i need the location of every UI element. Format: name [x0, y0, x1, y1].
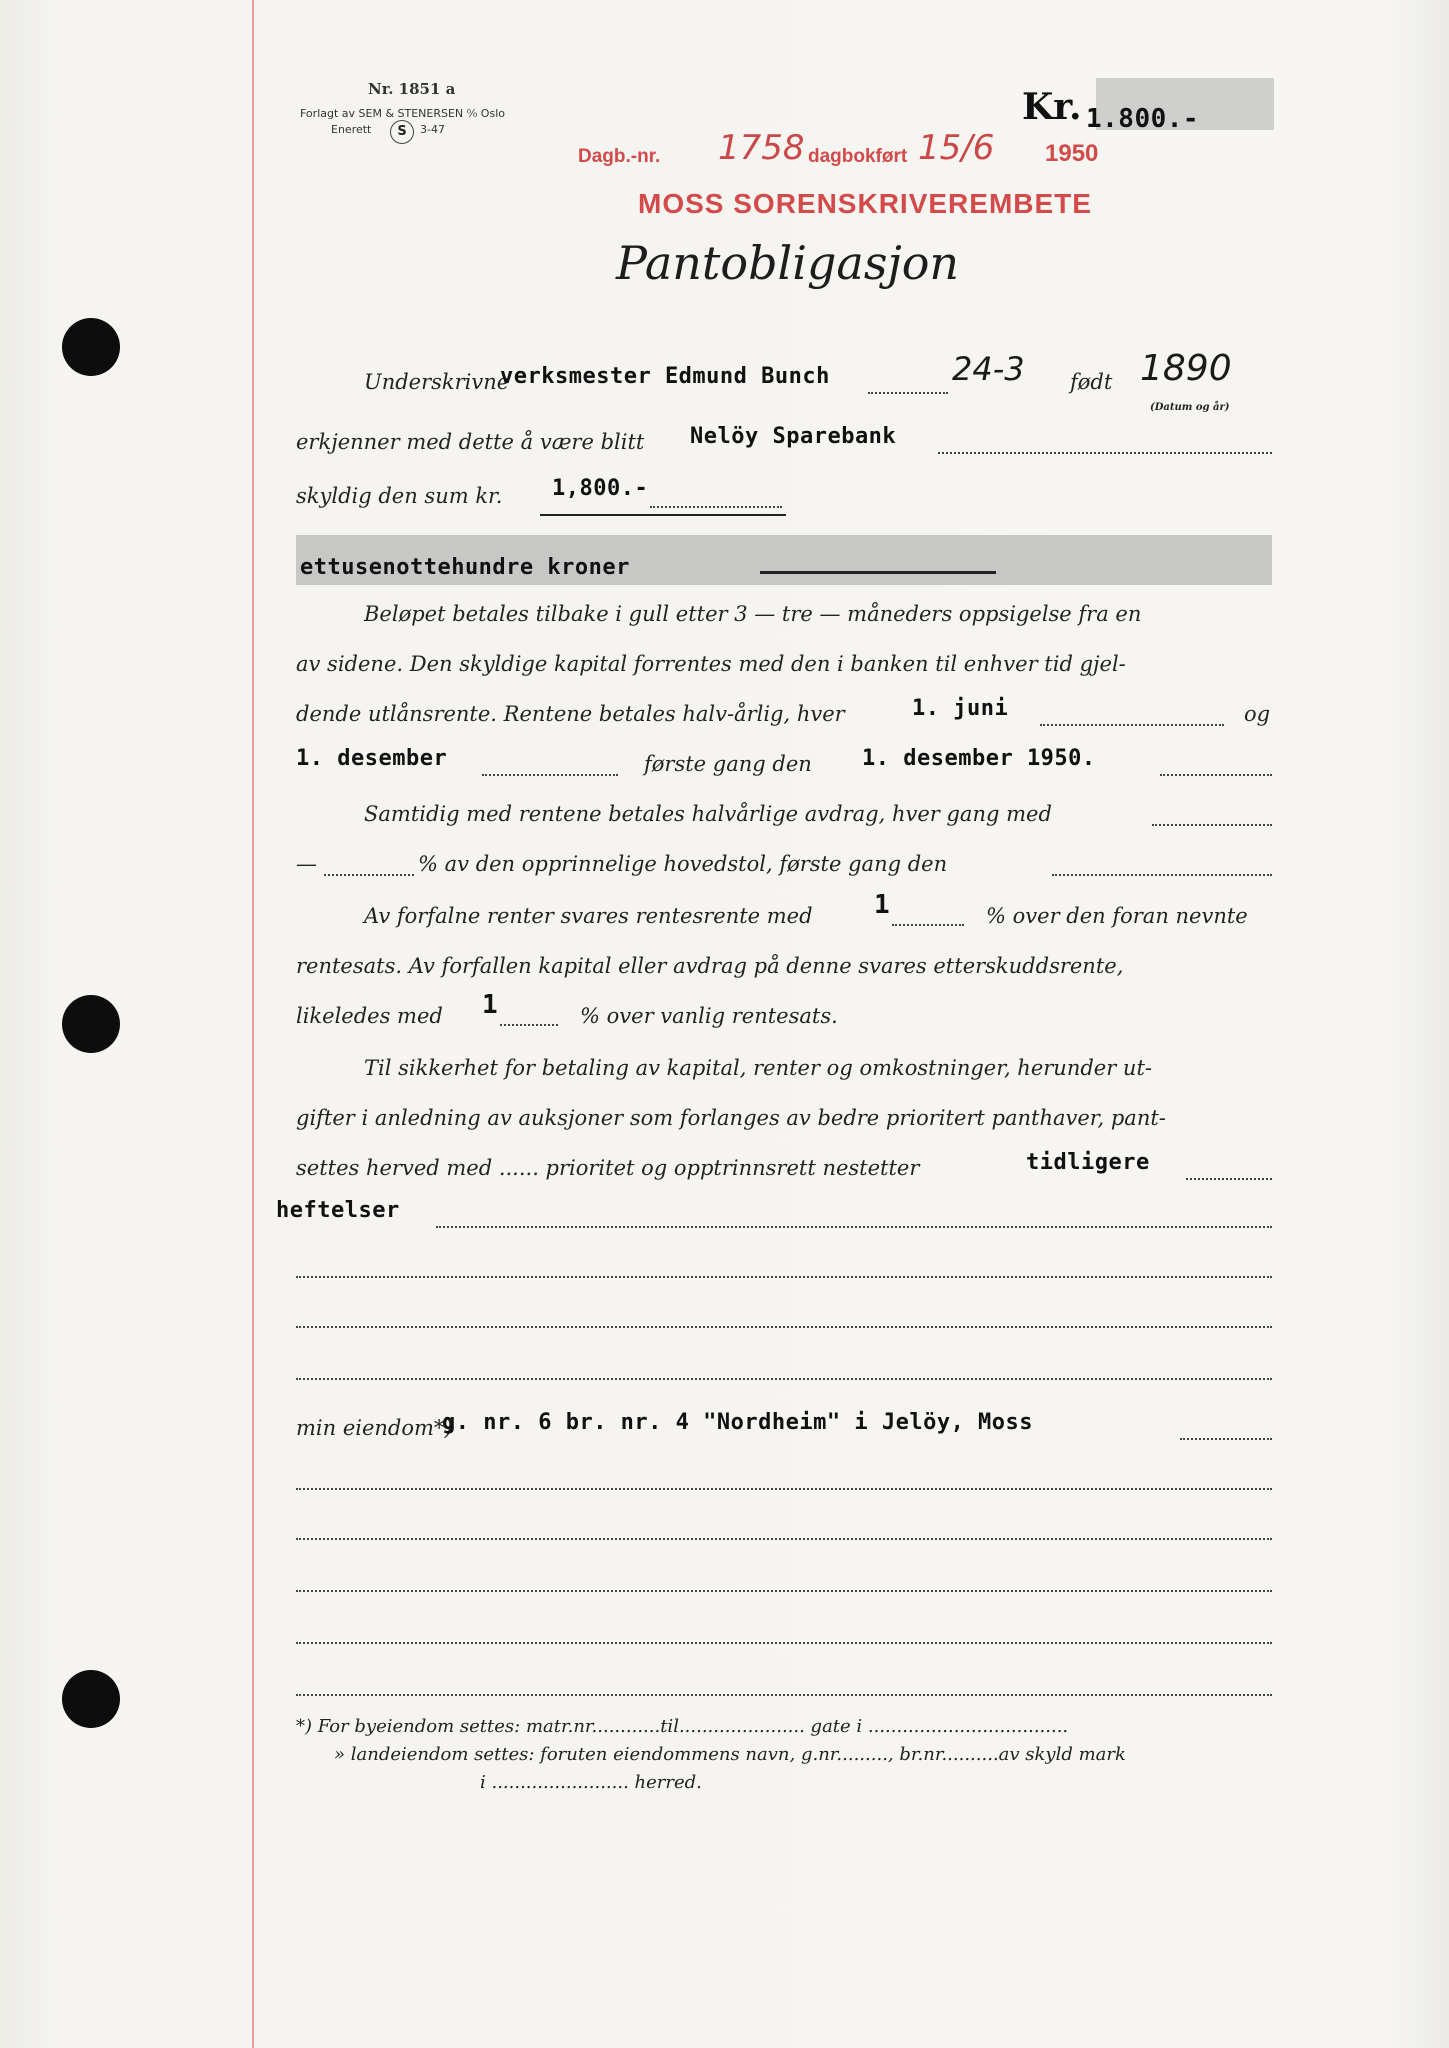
publisher-imprint: Forlagt av SEM & STENERSEN ⁰⁄₀ Oslo — [300, 107, 505, 120]
dotted-fill — [296, 1276, 1272, 1278]
installment-dash: — — [296, 852, 317, 876]
margin-rule — [252, 0, 254, 2048]
dotted-fill — [892, 924, 964, 926]
date-note: (Datum og år) — [1150, 402, 1230, 413]
dotted-fill — [1186, 1178, 1272, 1180]
para4-line1: Til sikkerhet for betaling av kapital, renter og omkostninger, herunder ut- — [364, 1056, 1152, 1080]
dotted-fill — [1180, 1438, 1272, 1440]
dagbokfort-label: dagbokført — [808, 146, 908, 167]
edition-note: 3-47 — [420, 123, 445, 136]
footnote-line2: » landeiendom settes: foruten eiendommens navn, g.nr........., br.nr..........av skyld mark — [334, 1744, 1126, 1765]
sum-in-words: ettusenottehundre kroner — [300, 555, 630, 580]
para2-line1: Samtidig med rentene betales halvårlige avdrag, hver gang med — [364, 802, 1052, 826]
registration-year: 1950 — [1045, 140, 1099, 167]
document-title: Pantobligasjon — [616, 236, 960, 290]
creditor-name: Nelöy Sparebank — [690, 424, 897, 449]
para1-line2: av sidene. Den skyldige kapital forrentes med den i banken til enhver tid gjel- — [296, 652, 1126, 676]
birth-day: 24-3 — [952, 350, 1025, 388]
dotted-fill — [296, 1378, 1272, 1380]
dash-line — [760, 571, 996, 574]
due-date-2: 1. desember — [296, 746, 448, 771]
para3-line3b: % over vanlig rentesats. — [580, 1004, 838, 1028]
para4-line2: gifter i anledning av auksjoner som forlanges av bedre prioritert panthaver, pant- — [296, 1106, 1166, 1130]
dotted-fill — [1040, 724, 1224, 726]
birth-year: 1890 — [1140, 348, 1232, 389]
dotted-fill — [938, 452, 1272, 454]
footnote-line1: *) For byeiendom settes: matr.nr............til...................... gate i ................................... — [296, 1716, 1069, 1737]
debtor-name: verksmester Edmund Bunch — [500, 364, 830, 389]
kr-label: Kr. — [1022, 86, 1082, 128]
og-word: og — [1244, 702, 1271, 726]
dotted-fill — [650, 506, 782, 508]
registration-date: 15/6 — [918, 128, 995, 168]
dotted-fill — [296, 1590, 1272, 1592]
punch-hole — [62, 995, 120, 1053]
punch-hole — [62, 318, 120, 376]
form-number: Nr. 1851 a — [368, 80, 456, 98]
penalty-rate-1: 1 — [874, 890, 891, 920]
dotted-fill — [296, 1694, 1272, 1696]
dotted-fill — [1152, 824, 1272, 826]
property-description: g. nr. 6 br. nr. 4 "Nordheim" i Jelöy, Moss — [442, 1410, 1034, 1435]
para3-line3a: likeledes med — [296, 1004, 443, 1028]
dotted-fill — [482, 774, 618, 776]
para4-line3: settes herved med ...... prioritet og opptrinnsrett nestetter — [296, 1156, 920, 1180]
sum-underline — [540, 514, 786, 516]
dotted-fill — [296, 1642, 1272, 1644]
dotted-fill — [1052, 874, 1272, 876]
para1-line1: Beløpet betales tilbake i gull etter 3 — tre — måneders oppsigelse fra en — [364, 602, 1142, 626]
born-label: født — [1070, 370, 1113, 394]
dotted-fill — [500, 1024, 558, 1026]
para3-line1a: Av forfalne renter svares rentesrente med — [364, 904, 813, 928]
dotted-fill — [296, 1538, 1272, 1540]
dotted-fill — [436, 1226, 1272, 1228]
publisher-seal-icon: S — [390, 120, 414, 144]
first-date: 1. desember 1950. — [862, 746, 1096, 771]
dagbok-number: 1758 — [718, 128, 805, 168]
office-stamp: MOSS SORENSKRIVEREMBETE — [638, 188, 1092, 219]
due-date-1: 1. juni — [912, 696, 1009, 721]
dotted-fill — [296, 1326, 1272, 1328]
priority-text-2: heftelser — [276, 1198, 400, 1223]
kr-amount: 1.800.- — [1086, 104, 1200, 134]
dotted-fill — [868, 392, 948, 394]
dagbok-label: Dagb.-nr. — [578, 146, 661, 167]
sum-value: 1,800.- — [552, 476, 649, 501]
para3-line2: rentesats. Av forfallen kapital eller avdrag på denne svares etterskuddsrente, — [296, 954, 1124, 978]
penalty-rate-2: 1 — [482, 990, 499, 1020]
sum-label: skyldig den sum kr. — [296, 484, 503, 508]
creditor-label: erkjenner med dette å være blitt — [296, 430, 645, 454]
first-time-label: første gang den — [644, 752, 812, 776]
footnote-line3: i ........................ herred. — [480, 1772, 702, 1793]
copyright-note: Enerett — [331, 123, 372, 136]
property-label: min eiendom*) — [296, 1416, 453, 1440]
para2-line2: % av den opprinnelige hovedstol, første gang den — [418, 852, 948, 876]
para1-line3: dende utlånsrente. Rentene betales halv-årlig, hver — [296, 702, 845, 726]
dotted-fill — [1160, 774, 1272, 776]
dotted-fill — [324, 874, 414, 876]
debtor-label: Underskrivne — [364, 370, 510, 394]
para3-line1b: % over den foran nevnte — [986, 904, 1248, 928]
priority-text: tidligere — [1026, 1150, 1150, 1175]
dotted-fill — [296, 1488, 1272, 1490]
punch-hole — [62, 1670, 120, 1728]
